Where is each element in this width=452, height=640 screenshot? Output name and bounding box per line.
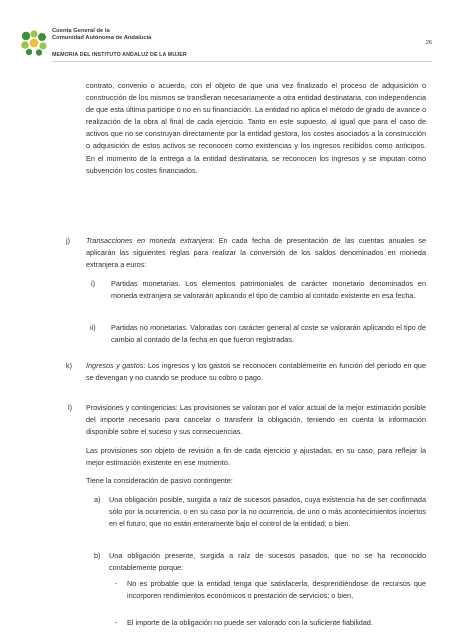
section-k-label: k) [66,361,73,370]
organization-name-line2: Comunidad Autónoma de Andalucía [52,35,152,41]
document-title: MEMORIA DEL INSTITUTO ANDALUZ DE LA MUJER [52,52,187,58]
section-j-text: : En cada fecha de presentación de las cuentas anuales se aplicarán las siguientes reglas para realizar la conversión de los saldos denominados en moneda extranjera a euros: [86,236,426,270]
list-item-label: ii) [90,323,96,332]
section-k-paragraph [86,360,426,384]
page-number: 26 [425,40,432,46]
section-l-paragraph: Provisiones y contingencias: Las provisiones se valoran por el valor actual de la mejor estimación posible del importe necesario para cancelar o transferir la obligación, teniendo en cuenta la información disponible sobre el suceso y sus consecuencias. [86,403,426,437]
dash-bullet: - [115,618,118,627]
section-j-paragraph [86,235,426,271]
list-item-label: i) [91,279,96,288]
section-k-title: Ingresos y gastos [86,361,144,370]
section-l-paragraph-3: Tiene la consideración de pasivo contingente: [86,476,233,485]
dash-item-not-measurable: El importe de la obligación no puede ser valorado con la suficiente fiabilidad. [127,618,373,627]
list-item-label: a) [94,495,101,504]
organization-name-line1: Cuenta General de la [52,28,110,34]
intro-paragraph: contrato, convenio o acuerdo, con el objeto de que una vez finalizado el proceso de adquisición o construcción de los mismos se transfieran necesariamente a otra entidad destinataria, con independencia de que esta última participe o no en su financiación. La entidad no aplica el método de grado de avance o realización de la obra al final de cada ejercicio. Tanto en este supuesto, al igual que para el caso de activos que no se construyan directamente por la entidad gestora, los costes asociados a la construcción o adquisición de estos activos se reconocen como existencias y los ingresos recibidos como anticipos. En el momento de la entrega a la entidad destinataria, se reconocen los ingresos y se imputan como subvención los costes financiados. [86,81,426,175]
section-l-label: l) [68,403,73,412]
section-k-text: : Los ingresos y los gastos se reconocen contablemente en función del periodo en que se devengan y no cuando se produce su cobro o pago. [86,361,426,383]
section-j-title: Transacciones en moneda extranjera [86,236,213,245]
section-l-paragraph-2: Las provisiones son objeto de revisión a fin de cada ejercicio y ajustadas, en su caso, para reflejar la mejor estimación existente en ese momento. [86,446,426,468]
list-item-present-obligation: Una obligación presente, surgida a raíz de sucesos pasados, que no se ha reconocido contablemente porque: [109,551,426,573]
list-item-label: b) [94,551,101,560]
dash-bullet: - [115,579,118,588]
dash-item-not-probable: No es probable que la entidad tenga que satisfacerla, desprendiéndose de recursos que incorporen rendimientos económicos o prestación de servicios; o bien, [127,579,426,601]
list-item-possible-obligation: Una obligación posible, surgida a raíz de sucesos pasados, cuya existencia ha de ser confirmada sólo por la ocurrencia, o en su caso por la no ocurrencia, de uno o más acontecimientos inciertos en el futuro, que no están enteramente bajo el control de la entidad; o bien. [109,495,426,529]
list-item-non-monetary: Partidas no monetarias. Valoradas con carácter general al coste se valorarán aplicando el tipo de cambio al contado de la fecha en que fueron registradas. [111,323,426,345]
list-item-monetary: Partidas monetarias. Los elementos patrimoniales de carácter monetario denominados en moneda extranjera se valorarán aplicando el tipo de cambio al contado existente en esa fecha. [111,279,426,301]
section-j-label: j) [66,236,71,245]
